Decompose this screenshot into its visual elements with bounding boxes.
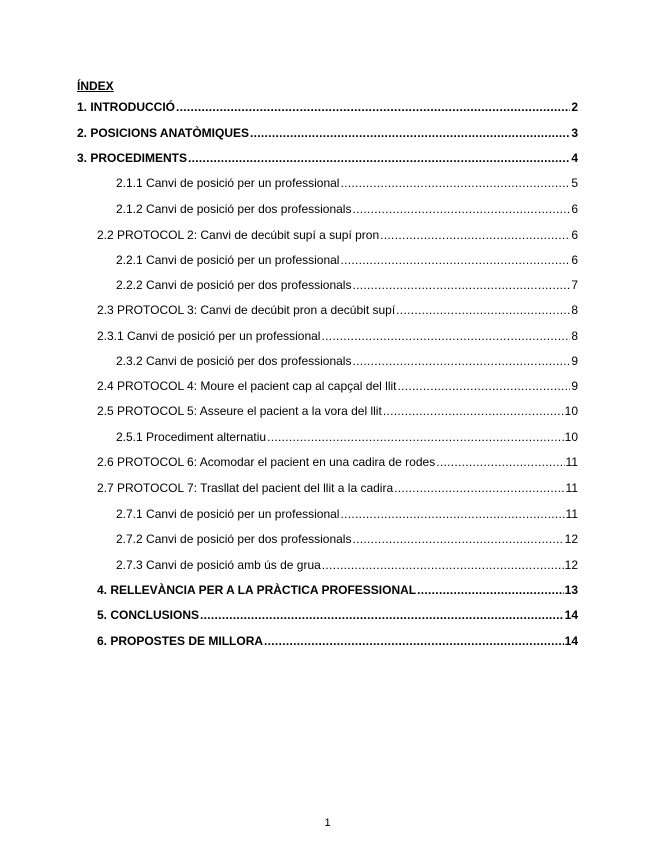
toc-entry[interactable] bbox=[97, 454, 578, 470]
toc-entry-label: 3. PROCEDIMENTS bbox=[77, 151, 188, 165]
toc-entry-label: 2.3.2 Canvi de posició per dos professionals bbox=[116, 354, 352, 368]
toc-entry[interactable] bbox=[116, 252, 578, 268]
toc-entry[interactable] bbox=[97, 633, 578, 649]
toc-entry-page: 11 bbox=[565, 507, 578, 521]
toc-entry-page: 12 bbox=[564, 558, 578, 572]
toc-entry[interactable] bbox=[116, 201, 578, 217]
toc-entry-page: 12 bbox=[564, 532, 578, 546]
toc-entry-label: 2. POSICIONS ANATÒMIQUES bbox=[77, 126, 250, 140]
dot-leader bbox=[264, 633, 564, 649]
toc-entry[interactable] bbox=[97, 227, 578, 243]
page-number: 1 bbox=[324, 817, 331, 829]
toc-entry-page: 10 bbox=[564, 404, 578, 418]
dot-leader bbox=[322, 557, 564, 573]
dot-leader bbox=[250, 125, 570, 141]
toc-entry[interactable] bbox=[97, 582, 578, 598]
toc-entry-page: 2 bbox=[571, 100, 578, 114]
toc-entry[interactable] bbox=[116, 557, 578, 573]
dot-leader bbox=[396, 302, 570, 318]
toc-entry-label: 2.6 PROTOCOL 6: Acomodar el pacient en una cadira de rodes bbox=[97, 455, 436, 469]
toc-entry-label: 2.2 PROTOCOL 2: Canvi de decúbit supí a supí pron bbox=[97, 228, 380, 242]
dot-leader bbox=[352, 531, 563, 547]
toc-entry-page: 8 bbox=[571, 303, 578, 317]
dot-leader bbox=[340, 175, 570, 191]
toc-entry-label: 2.2.2 Canvi de posició per dos professionals bbox=[116, 278, 352, 292]
toc-entry-page: 5 bbox=[571, 176, 578, 190]
toc-entry[interactable] bbox=[97, 480, 578, 496]
toc-entry-page: 9 bbox=[571, 354, 578, 368]
toc-entry-label: 2.7.2 Canvi de posició per dos professionals bbox=[116, 532, 352, 546]
toc-entry[interactable] bbox=[97, 403, 578, 419]
toc-entry[interactable] bbox=[77, 150, 578, 166]
toc-entry-page: 14 bbox=[564, 634, 578, 648]
dot-leader bbox=[200, 607, 564, 623]
dot-leader bbox=[383, 403, 564, 419]
toc-entry[interactable] bbox=[116, 531, 578, 547]
toc-entry-page: 3 bbox=[571, 126, 578, 140]
toc-entry[interactable] bbox=[97, 378, 578, 394]
toc-entry-page: 10 bbox=[564, 430, 578, 444]
toc-entry-label: 2.3 PROTOCOL 3: Canvi de decúbit pron a decúbit supí bbox=[97, 303, 396, 317]
toc-entry[interactable] bbox=[77, 99, 578, 115]
dot-leader bbox=[188, 150, 570, 166]
dot-leader bbox=[352, 201, 570, 217]
toc-entry-page: 6 bbox=[571, 228, 578, 242]
dot-leader bbox=[340, 506, 564, 522]
dot-leader bbox=[352, 277, 570, 293]
toc-entry[interactable] bbox=[97, 328, 578, 344]
toc-entry[interactable] bbox=[97, 302, 578, 318]
toc-entry-label: 2.7 PROTOCOL 7: Trasllat del pacient del llit a la cadira bbox=[97, 481, 394, 495]
dot-leader bbox=[176, 99, 570, 115]
toc-entry-page: 6 bbox=[571, 253, 578, 267]
dot-leader bbox=[352, 353, 570, 369]
toc-entry-label: 2.2.1 Canvi de posició per un professional bbox=[116, 253, 340, 267]
toc-entry-page: 11 bbox=[565, 455, 578, 469]
toc-entry[interactable] bbox=[116, 429, 578, 445]
toc-entry-label: 2.7.3 Canvi de posició amb ús de grua bbox=[116, 558, 321, 572]
toc-entry-label: 5. CONCLUSIONS bbox=[97, 608, 200, 622]
toc-entry-label: 4. RELLEVÀNCIA PER A LA PRÀCTICA PROFESSIONAL bbox=[97, 583, 417, 597]
toc-entry-label: 2.1.2 Canvi de posició per dos professionals bbox=[116, 202, 352, 216]
toc-entry-page: 14 bbox=[564, 608, 578, 622]
toc-entry-label: 2.7.1 Canvi de posició per un professional bbox=[116, 507, 340, 521]
toc-entry-page: 6 bbox=[571, 202, 578, 216]
dot-leader bbox=[321, 328, 570, 344]
toc-entry-label: 2.5 PROTOCOL 5: Asseure el pacient a la vora del llit bbox=[97, 404, 382, 418]
toc-entry-label: 2.4 PROTOCOL 4: Moure el pacient cap al capçal del llit bbox=[97, 379, 397, 393]
dot-leader bbox=[380, 227, 570, 243]
dot-leader bbox=[436, 454, 564, 470]
toc-entry-label: 2.5.1 Procediment alternatiu bbox=[116, 430, 267, 444]
toc-entry[interactable] bbox=[97, 607, 578, 623]
toc-entry[interactable] bbox=[116, 175, 578, 191]
toc-entry-page: 9 bbox=[571, 379, 578, 393]
dot-leader bbox=[267, 429, 564, 445]
dot-leader bbox=[340, 252, 570, 268]
toc-entry-label: 1. INTRODUCCIÓ bbox=[77, 100, 176, 114]
toc-entry-page: 11 bbox=[565, 481, 578, 495]
toc-title: ÍNDEX bbox=[77, 79, 114, 93]
toc-entry-page: 4 bbox=[571, 151, 578, 165]
toc-entry-page: 8 bbox=[571, 329, 578, 343]
toc-entry[interactable] bbox=[116, 506, 578, 522]
toc-entry[interactable] bbox=[116, 277, 578, 293]
toc-entry[interactable] bbox=[116, 353, 578, 369]
dot-leader bbox=[417, 582, 564, 598]
toc-entry-label: 2.1.1 Canvi de posició per un professional bbox=[116, 176, 340, 190]
toc-entry-page: 7 bbox=[571, 278, 578, 292]
toc-entry-label: 2.3.1 Canvi de posició per un professional bbox=[97, 329, 321, 343]
toc-entry[interactable] bbox=[77, 125, 578, 141]
dot-leader bbox=[397, 378, 570, 394]
toc-entry-page: 13 bbox=[564, 583, 578, 597]
toc-entry-label: 6. PROPOSTES DE MILLORA bbox=[97, 634, 264, 648]
dot-leader bbox=[394, 480, 564, 496]
